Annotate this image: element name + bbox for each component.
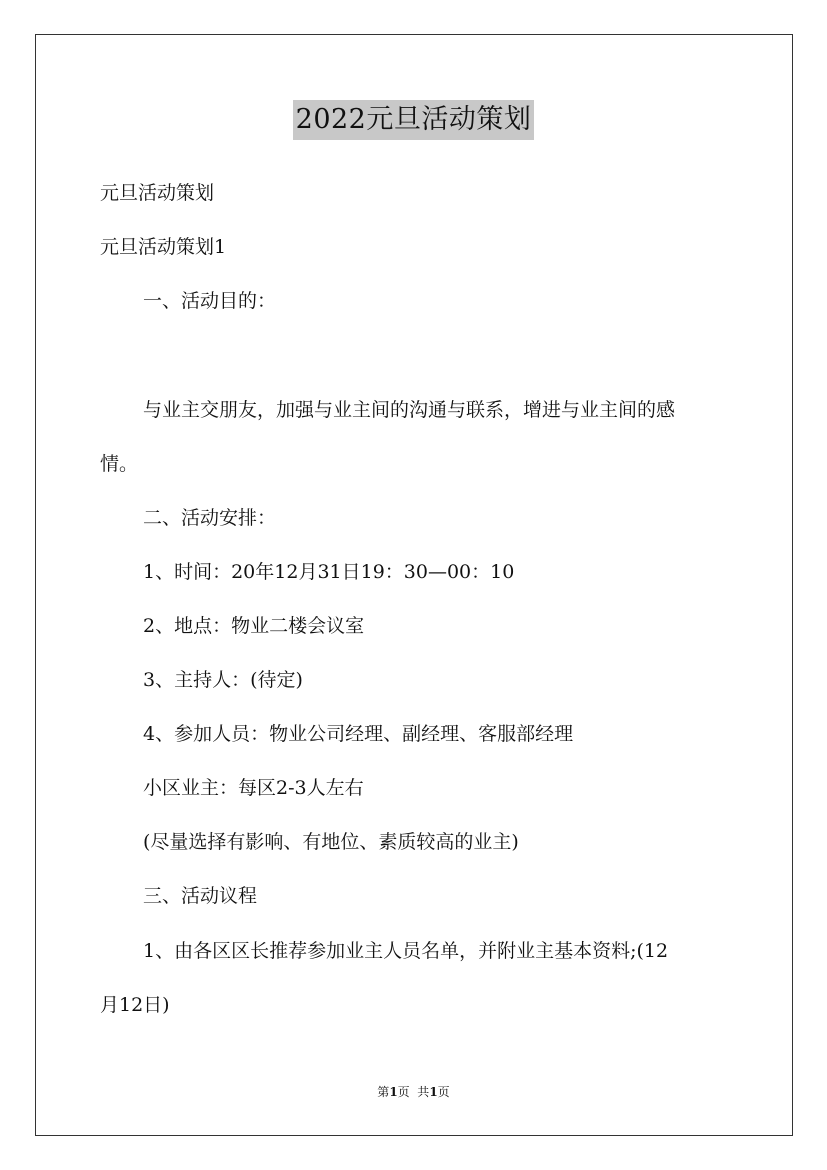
paragraph-agenda-item-1-cont: 月12日) (100, 994, 170, 1016)
paragraph-purpose-heading: 一、活动目的： (143, 290, 277, 312)
footer-page-suffix: 页 (437, 1085, 450, 1099)
paragraph-section-heading: 元旦活动策划1 (100, 236, 227, 258)
paragraph-time: 1、时间：20年12月31日19：30—00：10 (143, 561, 515, 583)
footer-page-prefix: 第 (377, 1085, 390, 1099)
paragraph-host: 3、主持人：(待定) (143, 669, 303, 691)
paragraph-subtitle: 元旦活动策划 (100, 182, 215, 204)
footer-page-mid: 页 共 (397, 1085, 430, 1099)
paragraph-purpose-text: 与业主交朋友，加强与业主间的沟通与联系，增进与业主间的感 (143, 399, 676, 421)
paragraph-owners: 小区业主：每区2-3人左右 (143, 777, 364, 799)
paragraph-participants: 4、参加人员：物业公司经理、副经理、客服部经理 (143, 723, 574, 745)
paragraph-location: 2、地点：物业二楼会议室 (143, 615, 365, 637)
footer-total-pages: 1 (429, 1085, 438, 1099)
footer-page-number: 1 (389, 1085, 398, 1099)
document-title: 2022元旦活动策划 (293, 100, 535, 140)
page-footer (0, 1083, 827, 1101)
title-wrap (0, 100, 827, 140)
paragraph-agenda-heading: 三、活动议程 (143, 885, 258, 907)
paragraph-owners-note: (尽量选择有影响、有地位、素质较高的业主) (143, 831, 519, 853)
paragraph-arrangement-heading: 二、活动安排： (143, 507, 277, 529)
paragraph-purpose-text-cont: 情。 (100, 453, 139, 475)
paragraph-agenda-item-1: 1、由各区区长推荐参加业主人员名单，并附业主基本资料;(12 (143, 940, 669, 962)
